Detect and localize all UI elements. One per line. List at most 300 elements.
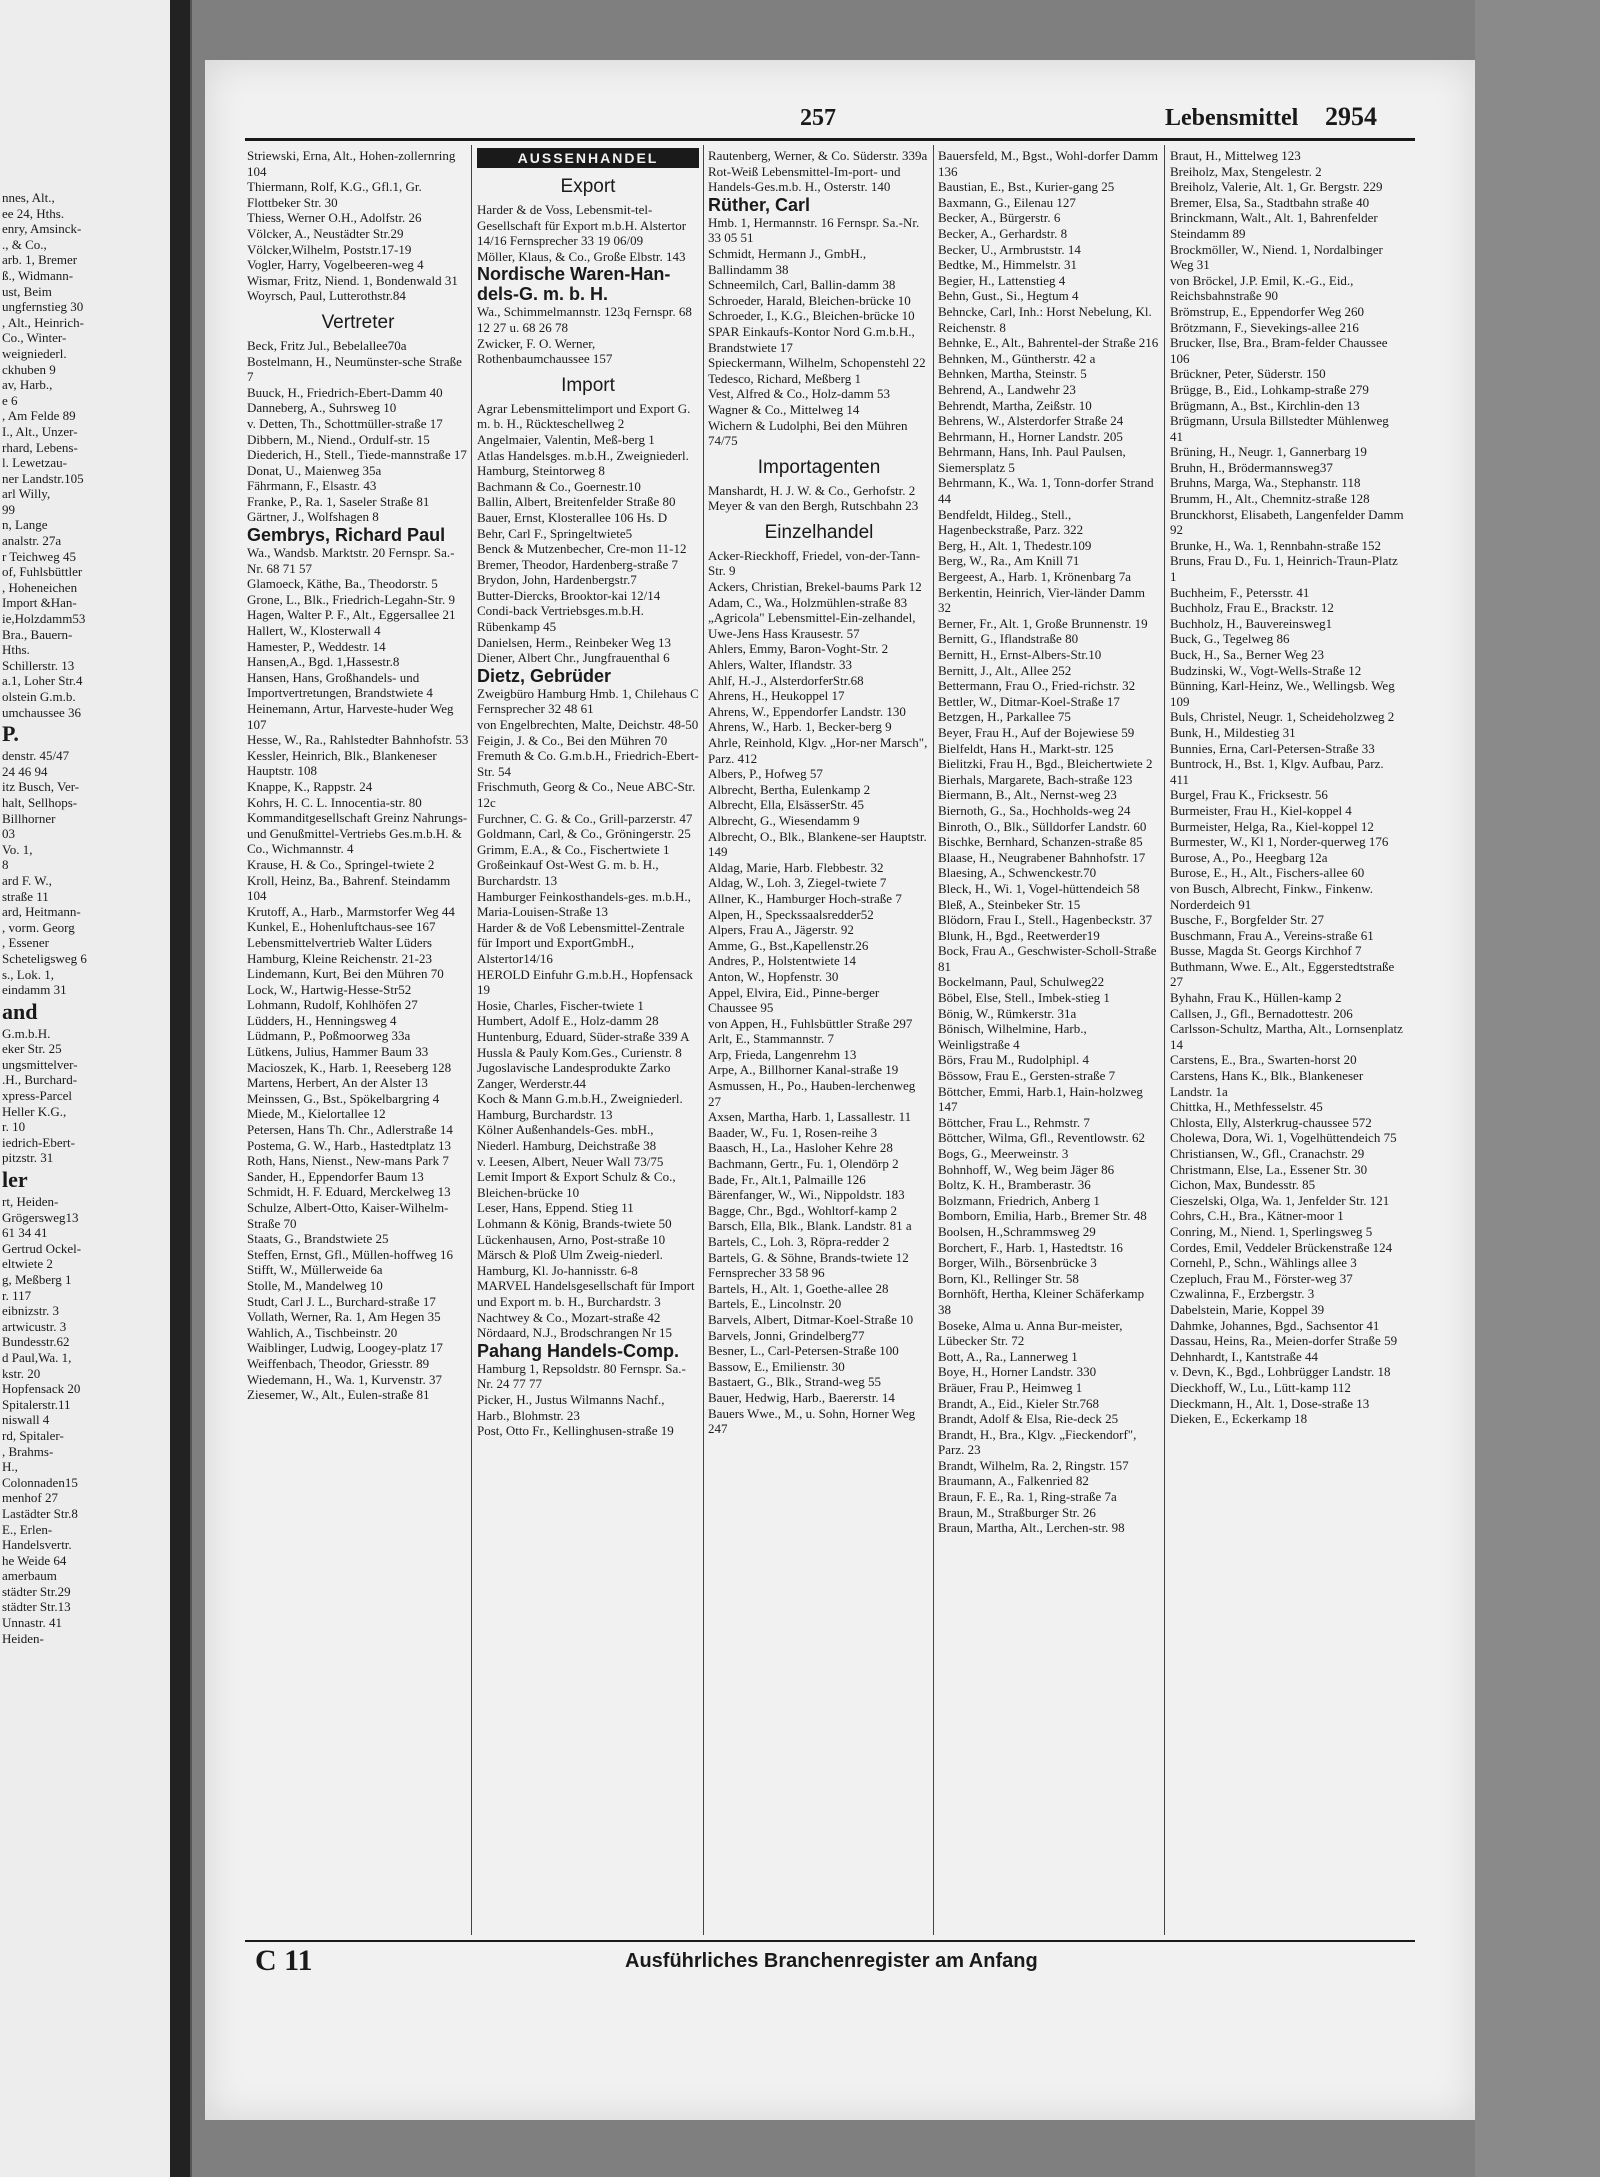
directory-entry: Burose, A., Po., Heegbarg 12a [1170,849,1328,865]
page-footer [245,1940,1415,1982]
directory-entry: Böbel, Else, Stell., Imbek-stieg 1 [938,990,1110,1006]
featured-entry-name: Nordische Waren-Han-dels-G. m. b. H. [477,264,671,305]
directory-entry: Condi-back Vertriebsges.m.b.H. Rübenkamp 45 [477,603,644,635]
directory-entry: Bedtke, M., Himmelstr. 31 [938,257,1078,273]
directory-entry: Leser, Hans, Eppend. Stieg 11 [477,1200,634,1216]
directory-entry: Ballin, Albert, Breitenfelder Straße 80 [477,494,676,510]
directory-page [205,60,1475,2120]
left-page-line: arb. 1, Bremer [2,252,78,268]
directory-entry: Bauers Wwe., M., u. Sohn, Horner Weg 247 [708,1405,916,1437]
directory-entry: „Agricola" Lebensmittel-Ein-zelhandel, Uwe-Jens Hass Krausestr. 57 [708,610,916,641]
directory-entry: Ziesemer, W., Alt., Eulen-straße 81 [247,1387,430,1403]
left-page-line: H., [2,1459,18,1475]
directory-entry: Adam, C., Wa., Holzmühlen-straße 83 [708,594,908,610]
directory-entry: Ahlers, Walter, Iflandstr. 33 [708,657,853,673]
directory-entry: Märsch & Ploß Ulm Zweig-niederl. Hamburg, Kl. Jo-hannisstr. 6-8 [477,1247,663,1278]
category-heading: Importagenten [757,456,881,478]
directory-entry: Brinckmann, Walt., Alt. 1, Bahrenfelder Steindamm 89 [1170,210,1378,241]
directory-entry: Vest, Alfred & Co., Holz-damm 53 [708,386,890,402]
featured-entry-name: Gembrys, Richard Paul [247,525,446,546]
directory-entry: Fährmann, F., Elsastr. 43 [247,478,377,494]
directory-entry: Hussla & Pauly Kom.Ges., Curienstr. 8 [477,1044,682,1060]
left-page-line: l. Lewetzau- [2,455,67,471]
directory-entry: Waiblinger, Ludwig, Loogey-platz 17 [247,1340,443,1356]
directory-entry: Behrend, A., Landwehr 23 [938,381,1076,397]
left-page-line: r. 117 [2,1287,32,1303]
directory-entry: Albrecht, O., Blk., Blankene-ser Hauptstr. 149 [708,828,927,860]
directory-entry: Cieszelski, Olga, Wa. 1, Jenfelder Str. 121 [1170,1192,1390,1208]
directory-entry: Bachmann, Gertr., Fu. 1, Olendörp 2 [708,1156,899,1172]
directory-entry: Blödorn, Frau I., Stell., Hagenbeckstr. 37 [938,912,1153,928]
directory-entry: Humbert, Adolf E., Holz-damm 28 [477,1013,659,1029]
directory-entry: Barvels, Jonni, Grindelberg77 [708,1327,865,1343]
directory-entry: Brandt, H., Bra., Klgv. „Fieckendorf", Parz. 23 [938,1426,1137,1458]
directory-entry: Ahrens, H., Heukoppel 17 [708,688,845,704]
directory-entry: Carlsson-Schultz, Martha, Alt., Lornsenplatz 14 [1170,1021,1403,1052]
left-page-line: Co., Winter- [2,330,67,346]
directory-entry: Lebensmittelvertrieb Walter Lüders Hamburg, Kleine Reichenstr. 21-23 [247,934,432,966]
left-page-line: , Essener [2,935,49,951]
directory-entry: Franke, P., Ra. 1, Saseler Straße 81 [247,493,430,509]
directory-entry: Brügge, B., Eid., Lohkamp-straße 279 [1170,381,1369,397]
directory-entry: Danielsen, Herm., Reinbeker Weg 13 [477,634,672,650]
directory-entry: von Engelbrechten, Malte, Deichstr. 48-50 [477,717,699,733]
left-page-line: , Brahms- [2,1443,54,1459]
directory-entry: Wiedemann, H., Wa. 1, Kurvenstr. 37 [247,1371,442,1387]
directory-entry: Lock, W., Hartwig-Hesse-Str52 [247,981,412,997]
left-page-line: weigniederl. [2,345,67,361]
directory-entry: Axsen, Martha, Harb. 1, Lassallestr. 11 [708,1109,912,1125]
directory-entry: Grimm, E.A., & Co., Fischertwiete 1 [477,841,670,857]
directory-entry: Blunk, H., Bgd., Reetwerder19 [938,927,1100,943]
directory-entry: Burmeister, Frau H., Kiel-koppel 4 [1170,802,1352,818]
directory-entry: Böttcher, Emmi, Harb.1, Hain-holzweg 147 [938,1083,1143,1115]
directory-entry: Bunnies, Erna, Carl-Petersen-Straße 33 [1170,740,1375,756]
left-page-line: , vorm. Georg [2,919,75,935]
directory-entry: Bleß, A., Steinbeker Str. 15 [938,896,1081,912]
directory-entry: Postema, G. W., Harb., Hastedtplatz 13 [247,1137,451,1153]
directory-entry: Diederich, H., Stell., Tiede-mannstraße 17 [247,447,467,463]
directory-entry: Wichern & Ludolphi, Bei den Mühren 74/75 [708,417,908,449]
left-page-line: eindamm 31 [2,982,67,998]
scan-margin [1475,0,1600,2177]
directory-entry: Bauer, Ernst, Klosterallee 106 Hs. D [477,509,668,525]
directory-entry: Brandt, Adolf & Elsa, Rie-deck 25 [938,1411,1119,1427]
directory-entry: Glamoeck, Käthe, Ba., Theodorstr. 5 [247,576,438,592]
directory-entry: SPAR Einkaufs-Kontor Nord G.m.b.H., Brandstwiete 17 [708,323,915,355]
left-page-line: ust, Beim [2,283,52,299]
directory-entry: Bartels, E., Lincolnstr. 20 [708,1296,842,1312]
directory-entry: Binroth, O., Blk., Sülldorfer Landstr. 60 [938,818,1147,834]
directory-entry: Ackers, Christian, Brekel-baums Park 12 [708,579,922,595]
directory-entry: Bremer, Elsa, Sa., Stadtbahn straße 40 [1170,194,1370,210]
left-page-line: Handelsvertr. [2,1537,72,1553]
left-page-line: 24 46 94 [2,763,48,779]
directory-entry: Bachmann & Co., Goernestr.10 [477,478,641,494]
directory-entry: Besner, L., Carl-Petersen-Straße 100 [708,1343,899,1359]
category-heading: Import [561,374,615,396]
column-4 [938,148,1160,1536]
directory-entry: Baasch, H., La., Hasloher Kehre 28 [708,1140,893,1156]
column-5 [1170,148,1405,1427]
directory-entry: HEROLD Einfuhr G.m.b.H., Hopfensack 19 [477,966,693,998]
featured-entry-name: Rüther, Carl [708,194,811,215]
directory-entry: Behnken, M., Güntherstr. 42 a [938,350,1096,366]
directory-entry: Bernitt, G., Iflandstraße 80 [938,631,1079,647]
directory-entry: Woyrsch, Paul, Lutterothstr.84 [247,288,406,304]
directory-entry: Meyer & van den Bergh, Rutschbahn 23 [708,498,919,514]
directory-entry: Dibbern, M., Niend., Ordulf-str. 15 [247,431,430,447]
directory-entry: Aldag, W., Loh. 3, Ziegel-twiete 7 [708,875,887,891]
directory-entry: Jugoslavische Landesprodukte Zarko Zanger, Werderstr.44 [477,1060,671,1091]
directory-entry: Beck, Fritz Jul., Bebelallee70a [247,337,407,353]
directory-entry: Thiess, Werner O.H., Adolfstr. 26 [247,210,422,226]
directory-entry: Dieckmann, H., Alt. 1, Dose-straße 13 [1170,1395,1370,1411]
directory-entry: Boolsen, H.,Schrammsweg 29 [938,1223,1096,1239]
left-page-line: straße 11 [2,888,49,904]
left-page-line: E., Erlen- [2,1521,53,1537]
left-page-line: rt, Heiden- [2,1194,59,1210]
directory-entry: Brügmann, Ursula Billstedter Mühlenweg 41 [1170,413,1389,444]
directory-entry: Dabelstein, Marie, Koppel 39 [1170,1301,1325,1317]
directory-entry: Dieken, E., Eckerkamp 18 [1170,1411,1308,1427]
directory-entry: Hagen, Walter P. F., Alt., Eggersallee 21 [247,607,456,623]
directory-entry: Bierhals, Margarete, Bach-straße 123 [938,771,1133,787]
directory-entry: Krause, H. & Co., Springel-twiete 2 [247,856,435,872]
directory-entry: Cichon, Max, Bundesstr. 85 [1170,1177,1316,1193]
footer-page-code: C 11 [255,1944,313,1977]
directory-entry: Barvels, Albert, Ditmar-Koel-Straße 10 [708,1311,914,1327]
left-page-line: iedrich-Ebert- [2,1134,75,1150]
directory-entry: Behnke, E., Alt., Bahrentel-der Straße 216 [938,335,1159,351]
directory-entry: Breiholz, Valerie, Alt. 1, Gr. Bergstr. 229 [1170,179,1383,195]
directory-entry: Hamburg 1, Repsoldstr. 80 Fernspr. Sa.-Nr. 24 77 77 [477,1360,686,1392]
left-page-line: 61 34 41 [2,1225,48,1241]
column-1 [247,148,469,1403]
left-page-line: ler [2,1167,28,1193]
directory-entry: Furchner, C. G. & Co., Grill-parzerstr. 47 [477,810,693,826]
directory-entry: Buschmann, Frau A., Vereins-straße 61 [1170,927,1374,943]
directory-entry: Kommanditgesellschaft Greinz Nahrungs- und Genußmittel-Vertriebs Ges.m.b.H. & Co., Wichmannstr. 4 [247,810,468,857]
directory-entry: Brockmöller, W., Niend. 1, Nordalbinger Weg 31 [1170,241,1383,273]
directory-entry: Wismar, Fritz, Niend. 1, Bondenwald 31 [247,272,458,288]
directory-entry: Schroeder, Harald, Bleichen-brücke 10 [708,292,911,308]
directory-entry: Andres, P., Holstentwiete 14 [708,953,857,969]
directory-entry: Angelmaier, Valentin, Meß-berg 1 [477,431,655,447]
left-page-line: and [2,998,38,1024]
left-page-line: av, Harb., [2,377,53,393]
page-gutter [170,0,190,2177]
directory-entry: Dassau, Heins, Ra., Meien-dorfer Straße 59 [1170,1333,1398,1349]
directory-entry: Striewski, Erna, Alt., Hohen-zollernring 104 [247,148,456,179]
directory-entry: Lindemann, Kurt, Bei den Mühren 70 [247,966,444,982]
directory-entry: Cordes, Emil, Veddeler Brückenstraße 124 [1170,1239,1393,1255]
directory-entry: Großeinkauf Ost-West G. m. b. H., Burchardstr. 13 [477,857,659,888]
directory-entry: Chittka, H., Methfesselstr. 45 [1170,1099,1323,1115]
directory-entry: Anton, W., Hopfenstr. 30 [708,968,839,984]
directory-entry: Hamburger Feinkosthandels-ges. m.b.H., Maria-Louisen-Straße 13 [477,888,691,920]
directory-entry: Borger, Wilh., Börsenbrücke 3 [938,1255,1097,1271]
directory-entry: Bostelmann, H., Neumünster-sche Straße 7 [247,353,462,385]
directory-entry: Bassow, E., Emilienstr. 30 [708,1358,845,1374]
directory-entry: Braun, M., Straßburger Str. 26 [938,1504,1096,1520]
directory-entry: Buck, G., Tegelweg 86 [1170,631,1290,647]
directory-entry: von Bröckel, J.P. Emil, K.-G., Eid., Reichsbahnstraße 90 [1170,272,1354,304]
left-page-fragment [0,0,192,2177]
directory-entry: Bartels, C., Loh. 3, Röpra-redder 2 [708,1234,890,1249]
directory-entry: Schroeder, I., K.G., Bleichen-brücke 10 [708,308,915,324]
left-page-line: of, Fuhlsbüttler [2,564,83,580]
left-page-line: Spitalerstr.11 [2,1396,71,1412]
directory-entry: Schulze, Albert-Otto, Kaiser-Wilhelm-Straße 70 [247,1200,449,1231]
directory-entry: Bergeest, A., Harb. 1, Krönenbarg 7a [938,569,1132,585]
directory-entry: Brydon, John, Hardenbergstr.7 [477,572,637,588]
left-page-line: ckhuben 9 [2,361,56,377]
directory-entry: Harder & de Voß Lebensmittel-Zentrale für Import und ExportGmbH., Alstertor14/16 [477,919,685,966]
directory-entry: Frischmuth, Georg & Co., Neue ABC-Str. 12c [477,779,696,810]
directory-entry: Braun, F. E., Ra. 1, Ring-straße 7a [938,1489,1117,1505]
left-page-line: umchaussee 36 [2,704,82,720]
directory-entry: Lohmann & König, Brands-twiete 50 [477,1216,672,1232]
left-page-line: ee 24, Hths. [2,205,65,221]
directory-entry: Appel, Elvira, Eid., Pinne-berger Chaussee 95 [708,984,880,1016]
featured-entry-name: Pahang Handels-Comp. [477,1340,680,1361]
directory-entry: Vogler, Harry, Vogelbeeren-weg 4 [247,257,424,273]
directory-entry: Christmann, Else, La., Essener Str. 30 [1170,1161,1368,1177]
directory-entry: Hansen, Hans, Großhandels- und Importvertretungen, Brandstwiete 4 [247,669,433,701]
directory-entry: Carstens, E., Bra., Swarten-horst 20 [1170,1052,1357,1068]
featured-entry-name: Dietz, Gebrüder [477,665,612,686]
directory-entry: Czwalinna, F., Erzbergstr. 3 [1170,1286,1315,1302]
directory-entry: Hesse, W., Ra., Rahlstedter Bahnhofstr. 53 [247,732,469,748]
directory-entry: Bönig, W., Rümkerstr. 31a [938,1005,1077,1021]
left-page-line: ß., Widmann- [2,267,74,283]
directory-entry: Schmidt, H. F. Eduard, Merckelweg 13 [247,1184,451,1200]
left-page-line: ungfernstieg 30 [2,299,84,315]
column-divider [1164,145,1165,1935]
left-page-line: 03 [2,826,15,842]
directory-entry: Behn, Gust., Si., Hegtum 4 [938,288,1079,304]
left-page-line: .H., Burchard- [2,1072,78,1088]
directory-entry: Butter-Diercks, Brooktor-kai 12/14 [477,587,661,603]
directory-entry: Baader, W., Fu. 1, Rosen-reihe 3 [708,1124,878,1140]
directory-entry: Arlt, E., Stammannstr. 7 [708,1031,835,1047]
directory-entry: Bauer, Hedwig, Harb., Baererstr. 14 [708,1389,895,1405]
directory-entry: Völcker,Wilhelm, Poststr.17-19 [247,241,412,257]
directory-entry: v. Devn, K., Bgd., Lohbrügger Landstr. 18 [1170,1364,1391,1380]
directory-entry: Albers, P., Hofweg 57 [708,766,823,782]
directory-entry: Macioszek, K., Harb. 1, Reeseberg 128 [247,1059,452,1075]
directory-entry: Berner, Fr., Alt. 1, Große Brunnenstr. 19 [938,615,1148,631]
directory-entry: v. Leesen, Albert, Neuer Wall 73/75 [477,1153,664,1169]
directory-entry: Hamester, P., Weddestr. 14 [247,638,386,654]
left-page-line: 99 [2,501,15,517]
directory-entry: Behrens, W., Alsterdorfer Straße 24 [938,413,1124,429]
directory-entry: Bogs, G., Meerweinstr. 3 [938,1146,1069,1161]
directory-entry: Bomborn, Emilia, Harb., Bremer Str. 48 [938,1208,1147,1224]
directory-entry: Thiermann, Rolf, K.G., Gfl.1, Gr. Flottbeker Str. 30 [247,179,422,210]
directory-entry: Hallert, W., Klosterwall 4 [247,623,381,639]
directory-entry: Dieckhoff, W., Lu., Lütt-kamp 112 [1170,1379,1351,1395]
left-page-line: arl Willy, [2,486,51,502]
directory-entry: Brunckhorst, Elisabeth, Langenfelder Damm 92 [1170,506,1404,538]
directory-entry: Buchholz, Frau E., Brackstr. 12 [1170,600,1334,616]
directory-entry: Betzgen, H., Parkallee 75 [938,709,1071,725]
left-page-line: n, Lange [2,517,48,533]
category-banner: AUSSENHANDEL [477,148,699,168]
directory-entry: Bartels, H., Alt. 1, Goethe-allee 28 [708,1280,889,1296]
directory-entry: Brömstrup, E., Eppendorfer Weg 260 [1170,303,1365,319]
directory-entry: Albrecht, Bertha, Eulenkamp 2 [708,781,871,797]
directory-entry: Bielfeldt, Hans H., Markt-str. 125 [938,740,1114,756]
left-page-line: P. [2,721,19,747]
left-page-line: Hopfensack 20 [2,1381,81,1397]
category-heading: Export [560,176,616,197]
directory-entry: Bunk, H., Mildestieg 31 [1170,724,1296,740]
left-page-line: a.1, Loher Str.4 [2,673,83,689]
left-page-line: I., Alt., Unzer- [2,423,78,439]
directory-entry: Bolzmann, Friedrich, Anberg 1 [938,1192,1100,1208]
directory-entry: Danneberg, A., Suhrsweg 10 [247,400,397,416]
directory-entry: Cholewa, Dora, Wi. 1, Vogelhüttendeich 75 [1170,1130,1397,1146]
directory-entry: Grone, L., Blk., Friedrich-Legahn-Str. 9 [247,591,455,607]
directory-entry: Boltz, K. H., Bramberastr. 36 [938,1177,1091,1193]
directory-entry: Agrar Lebensmittelimport und Export G. m. b. H., Rückteschellweg 2 [477,400,691,432]
directory-entry: Kunkel, E., Hohenluftchaus-see 167 [247,919,436,935]
directory-entry: Biernoth, G., Sa., Hochholds-weg 24 [938,802,1131,818]
directory-entry: Bössow, Frau E., Gersten-straße 7 [938,1068,1116,1084]
directory-entry: Brandt, A., Eid., Kieler Str.768 [938,1395,1100,1411]
directory-entry: Berkentin, Heinrich, Vier-länder Damm 32 [938,584,1146,616]
directory-entry: Bielitzki, Frau H., Bgd., Bleichertwiete 2 [938,756,1153,772]
directory-entry: Brügmann, A., Bst., Kirchlin-den 13 [1170,397,1360,413]
directory-entry: Albrecht, Ella, ElsässerStr. 45 [708,797,864,813]
directory-entry: Bock, Frau A., Geschwister-Scholl-Straße 81 [938,943,1157,974]
directory-entry: Behrmann, K., Wa. 1, Tonn-dorfer Strand 44 [938,475,1154,507]
directory-entry: Rot-Weiß Lebensmittel-Im-port- und Handels-Ges.m.b. H., Osterstr. 140 [708,163,901,195]
directory-entry: Bendfeldt, Hildeg., Stell., Hagenbeckstraße, Parz. 322 [938,506,1084,538]
directory-entry: Brandt, Wilhelm, Ra. 2, Ringstr. 157 [938,1457,1129,1473]
directory-entry: Vollath, Werner, Ra. 1, Am Hegen 35 [247,1309,441,1325]
left-page-line: halt, Sellhops- [2,794,78,810]
directory-entry: Lüdders, H., Henningsweg 4 [247,1012,397,1028]
directory-entry: Diener, Albert Chr., Jungfrauenthal 6 [477,650,670,666]
left-page-line: g, Meßberg 1 [2,1272,72,1287]
directory-entry: Kessler, Heinrich, Blk., Blankeneser Hauptstr. 108 [247,747,437,779]
directory-entry: Braumann, A., Falkenried 82 [938,1473,1089,1489]
directory-entry: Beyer, Frau H., Auf der Bojewiese 59 [938,724,1135,740]
directory-entry: Möller, Klaus, & Co., Große Elbstr. 143 [477,248,686,264]
directory-entry: Lohmann, Rudolf, Kohlhöfen 27 [247,997,418,1013]
directory-entry: Byhahn, Frau K., Hüllen-kamp 2 [1170,990,1342,1006]
directory-entry: Albrecht, G., Wiesendamm 9 [708,812,860,828]
left-page-line: G.m.b.H. [2,1025,51,1041]
left-page-line: ., & Co., [2,236,47,252]
directory-entry: Bruns, Frau D., Fu. 1, Heinrich-Traun-Platz 1 [1170,553,1398,585]
directory-entry: Aldag, Marie, Harb. Flebbestr. 32 [708,859,884,875]
directory-entry: Bischke, Bernhard, Schanzen-straße 85 [938,834,1143,850]
directory-entry: Wahlich, A., Tischbeinstr. 20 [247,1324,398,1340]
directory-entry: Brötzmann, F., Sievekings-allee 216 [1170,319,1359,335]
column-divider [703,145,704,1935]
directory-entry: Arpe, A., Billhorner Kanal-straße 19 [708,1062,899,1078]
directory-entry: Kohrs, H. C. L. Innocentia-str. 80 [247,794,422,810]
directory-entry: Cornehl, P., Schn., Wählings allee 3 [1170,1255,1357,1271]
left-page-line: Billhorner [2,810,56,826]
directory-entry: Behncke, Carl, Inh.: Horst Nebelung, Kl. Reichenstr. 8 [938,303,1152,335]
directory-entry: Koch & Mann G.m.b.H., Zweigniederl. Hamburg, Burchardstr. 13 [477,1091,683,1122]
directory-entry: Weiffenbach, Theodor, Griesstr. 89 [247,1355,430,1371]
category-heading: Einzelhandel [764,521,874,543]
directory-entry: Busse, Magda St. Georgs Kirchhof 7 [1170,943,1362,959]
directory-entry: Becker, U., Armbruststr. 14 [938,241,1081,257]
left-page-line: Import &Han- [2,595,77,611]
directory-entry: Bräuer, Frau P., Heimweg 1 [938,1379,1083,1395]
left-page-line: städter Str.29 [2,1583,71,1599]
directory-entry: Atlas Handelsges. m.b.H., Zweigniederl. Hamburg, Steintorweg 8 [477,447,689,479]
left-page-line: nnes, Alt., [2,190,55,205]
directory-entry: Bohnhoff, W., Weg beim Jäger 86 [938,1161,1115,1177]
left-page-line: , Hoheneichen [2,579,78,595]
left-page-line: eltwiete 2 [2,1256,53,1272]
directory-entry: Bleck, H., Wi. 1, Vogel-hüttendeich 58 [938,880,1140,896]
directory-entry: Kroll, Heinz, Ba., Bahrenf. Steindamm 104 [247,872,451,904]
left-page-line: eker Str. 25 [2,1041,62,1057]
directory-entry: Bade, Fr., Alt.1, Palmaille 126 [708,1171,866,1187]
column-divider [471,145,472,1935]
directory-entry: Wa., Wandsb. Marktstr. 20 Fernspr. Sa.-Nr. 68 71 57 [247,545,455,576]
directory-entry: Donat, U., Maienweg 35a [247,462,382,478]
directory-entry: Böttcher, Frau L., Rehmstr. 7 [938,1114,1090,1130]
left-page-line: Lastädter Str.8 [2,1505,78,1521]
directory-entry: Budzinski, W., Vogt-Wells-Straße 12 [1170,662,1362,678]
category-heading: Vertreter [321,311,395,333]
directory-entry: Böttcher, Wilma, Gfl., Reventlowstr. 62 [938,1130,1146,1146]
directory-entry: Bockelmann, Paul, Schulweg22 [938,974,1105,990]
directory-entry: Buchheim, F., Petersstr. 41 [1170,584,1310,600]
directory-entry: Buthmann, Wwe. E., Alt., Eggerstedtstraße 27 [1170,958,1395,990]
directory-entry: Miede, M., Kielortallee 12 [247,1106,386,1122]
directory-entry: Goldmann, Carl, & Co., Gröningerstr. 25 [477,826,691,842]
left-page-line: xpress-Parcel [2,1088,73,1104]
directory-entry: Buls, Christel, Neugr. 1, Scheideholzweg 2 [1170,709,1395,725]
left-page-line: amerbaum [2,1568,57,1584]
left-page-line: , Alt., Heinrich- [2,314,84,330]
directory-entry: Bauersfeld, M., Bgst., Wohl-dorfer Damm 136 [938,148,1159,179]
left-page-line: s., Lok. 1, [2,966,54,982]
directory-entry: Bremer, Theodor, Hardenberg-straße 7 [477,556,678,572]
directory-entry: Petersen, Hans Th. Chr., Adlerstraße 14 [247,1122,453,1138]
directory-entry: Baustian, E., Bst., Kurier-gang 25 [938,179,1115,195]
directory-entry: Dahmke, Johannes, Bgd., Sachsentor 41 [1170,1317,1380,1333]
left-page-line: Heller K.G., [2,1103,67,1119]
column-2 [477,148,699,1439]
directory-entry: Tedesco, Richard, Meßberg 1 [708,370,861,386]
directory-entry: Behrendt, Martha, Zeißstr. 10 [938,397,1092,413]
directory-entry: Lüdmann, P., Poßmoorweg 33a [247,1028,411,1044]
directory-entry: Wagner & Co., Mittelweg 14 [708,401,860,417]
left-page-line: Scheteligsweg 6 [2,950,87,966]
directory-entry: Asmussen, H., Po., Hauben-lerchenweg 27 [708,1078,916,1109]
directory-entry: Ahrle, Reinhold, Klgv. „Hor-ner Marsch", Parz. 412 [708,735,928,766]
directory-entry: Bernitt, H., Ernst-Albers-Str.10 [938,647,1102,662]
directory-entry: Schmidt, Hermann J., GmbH., Ballindamm 38 [708,245,867,277]
directory-entry: Bornhöft, Hertha, Kleiner Schäferkamp 38 [938,1286,1145,1317]
directory-entry: Burmester, W., Kl 1, Norder-querweg 176 [1170,834,1389,850]
directory-entry: Spieckermann, Wilhelm, Schopenstehl 22 [708,355,926,371]
left-page-line: städter Str.13 [2,1599,71,1615]
directory-entry: Bettler, W., Ditmar-Koel-Straße 17 [938,693,1120,709]
